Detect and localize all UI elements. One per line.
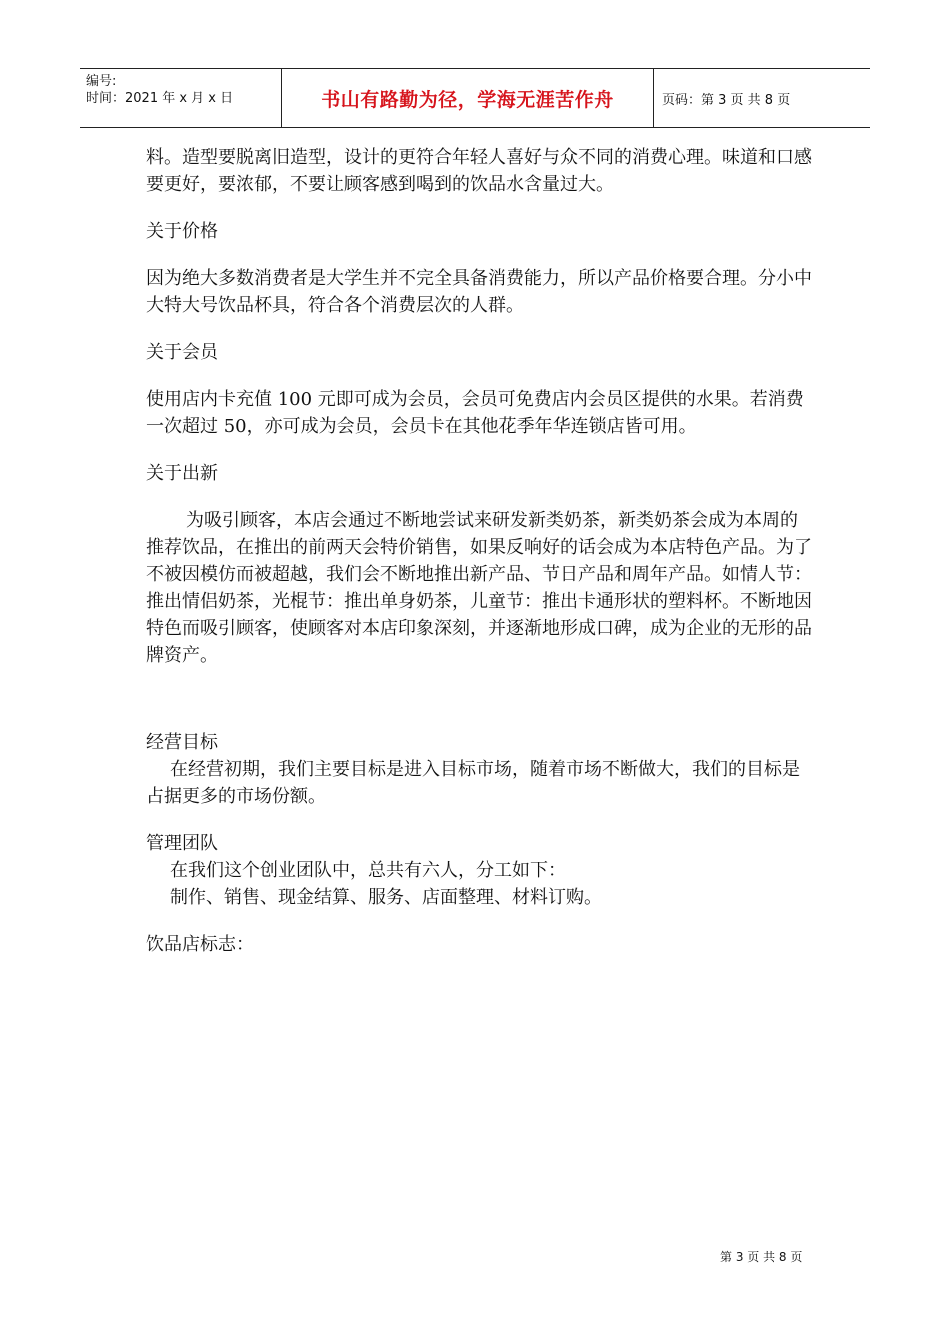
heading-shop-logo: 饮品店标志： bbox=[146, 934, 254, 955]
page-footer: 第 3 页 共 8 页 bbox=[720, 1250, 803, 1264]
header-meta bbox=[80, 69, 282, 127]
paragraph-member: 使用店内卡充值 100 元即可成为会员，会员可免费店内会员区提供的水果。若消费一次超过 50，亦可成为会员，会员卡在其他花季年华连锁店皆可用。 bbox=[146, 389, 804, 437]
page-header bbox=[80, 68, 870, 128]
paragraph-team-roles: 制作、销售、现金结算、服务、店面整理、材料订购。 bbox=[170, 887, 602, 908]
paragraph-price: 因为绝大多数消费者是大学生并不完全具备消费能力，所以产品价格要合理。分小中大特大号饮品杯具，符合各个消费层次的人群。 bbox=[146, 268, 812, 316]
heading-business-goal: 经营目标 bbox=[146, 732, 218, 753]
date-label: 时间：2021 年 x 月 x 日 bbox=[86, 91, 234, 106]
heading-new-products: 关于出新 bbox=[146, 463, 218, 484]
paragraph-new-products: 为吸引顾客，本店会通过不断地尝试来研发新类奶茶，新类奶茶会成为本周的推荐饮品，在推出的前两天会特价销售，如果反响好的话会成为本店特色产品。为了不被因模仿而被超越，我们会不断地推出新产品、节日产品和周年产品。如情人节：推出情侣奶茶，光棍节：推出单身奶茶，儿童节：推出卡通形状的塑料杯。不断地因特色而吸引顾客，使顾客对本店印象深刻，并逐渐地形成口碑，成为企业的无形的品牌资产。 bbox=[146, 510, 812, 666]
heading-price: 关于价格 bbox=[146, 221, 218, 242]
document-body bbox=[146, 144, 812, 958]
header-page-label: 页码：第 3 页 共 8 页 bbox=[662, 92, 791, 108]
paragraph-team-intro: 在我们这个创业团队中，总共有六人，分工如下： bbox=[170, 860, 566, 881]
paragraph-business-goal: 在经营初期，我们主要目标是进入目标市场，随着市场不断做大，我们的目标是占据更多的市场份额。 bbox=[146, 759, 800, 807]
heading-member: 关于会员 bbox=[146, 342, 218, 363]
paragraph-design: 料。造型要脱离旧造型，设计的更符合年轻人喜好与众不同的消费心理。味道和口感要更好，要浓郁，不要让顾客感到喝到的饮品水含量过大。 bbox=[146, 147, 812, 195]
heading-management-team: 管理团队 bbox=[146, 833, 218, 854]
number-label: 编号: bbox=[86, 74, 117, 89]
header-motto: 书山有路勤为径，学海无涯苦作舟 bbox=[282, 69, 654, 127]
